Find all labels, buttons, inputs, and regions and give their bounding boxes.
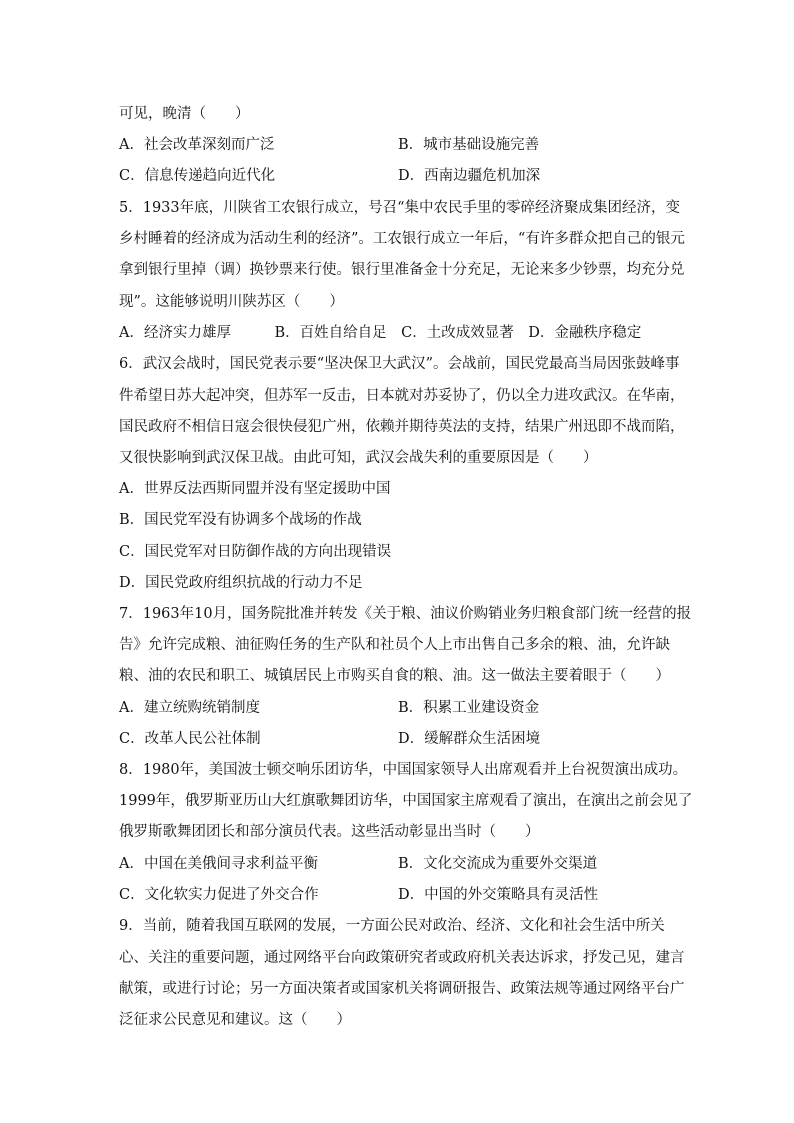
q5-stem-line: 5．1933年底，川陕省工农银行成立，号召“集中农民手里的零碎经济聚成集团经济，变 [119, 200, 681, 216]
q6-stem-line: 国民政府不相信日寇会很快侵犯广州，依赖并期待英法的支持，结果广州迅即不战而陷， [119, 419, 685, 435]
q5-stem-line: 现”。这能够说明川陕苏区（ ） [119, 294, 344, 310]
q6-option-b: B．国民党军没有协调多个战场的作战 [119, 512, 362, 528]
q4-option-c: C．信息传递趋向近代化 [119, 168, 276, 184]
q7-option-a: A．建立统购统销制度 [119, 700, 260, 716]
q4-option-a: A．社会改革深刻而广泛 [119, 137, 275, 153]
q9-stem-line: 9．当前，随着我国互联网的发展，一方面公民对政治、经济、文化和社会生活中所关 [119, 918, 665, 934]
q9-stem-line: 心、关注的重要问题，通过网络平台向政策研究者或政府机关表达诉求，抒发己见，建言 [119, 950, 685, 966]
q4-option-d: D．西南边疆危机加深 [398, 168, 541, 184]
q7-option-b: B．积累工业建设资金 [398, 700, 540, 716]
q6-stem-line: 件希望日苏大起冲突，但苏军一反击，日本就对苏妥协了，仍以全力进攻武汉。在华南， [119, 388, 685, 404]
q7-stem-line: 粮、油的农民和职工、城镇居民上市购买自食的粮、油。这一做法主要着眼于（ ） [119, 668, 670, 684]
q8-option-b: B．文化交流成为重要外交渠道 [398, 856, 598, 872]
q6-option-a: A．世界反法西斯同盟并没有坚定援助中国 [119, 481, 391, 497]
q6-option-c: C．国民党军对日防御作战的方向出现错误 [119, 544, 392, 560]
q6-option-d: D．国民党政府组织抗战的行动力不足 [119, 575, 363, 591]
q7-stem-line: 告》允许完成粮、油征购任务的生产队和社员个人上市出售自己多余的粮、油，允许缺 [119, 637, 670, 653]
q4-stem-tail: 可见，晚清（ ） [119, 106, 250, 122]
q7-stem-line: 7．1963年10月，国务院批准并转发《关于粮、油议价购销业务归粮食部门统一经营的报 [119, 606, 692, 622]
q6-stem-line: 又很快影响到武汉保卫战。由此可知，武汉会战失利的重要原因是（ ） [119, 450, 598, 466]
q9-stem-line: 献策，或进行讨论；另一方面决策者或国家机关将调研报告、政策法规等通过网络平台广 [119, 981, 685, 997]
q8-stem-line: 俄罗斯歌舞团团长和部分演员代表。这些活动彰显出当时（ ） [119, 824, 540, 840]
q5-stem-line: 乡村睡着的经济成为活动生利的经济”。工农银行成立一年后，“有许多群众把自己的银元 [119, 231, 685, 247]
q8-option-c: C．文化软实力促进了外交合作 [119, 887, 319, 903]
q9-stem-line: 泛征求公民意见和建议。这（ ） [119, 1012, 351, 1028]
q8-option-a: A．中国在美俄间寻求利益平衡 [119, 856, 318, 872]
q8-stem-line: 1999年，俄罗斯亚历山大红旗歌舞团访华，中国国家主席观看了演出，在演出之前会见了 [119, 793, 693, 809]
q8-option-d: D．中国的外交策略具有灵活性 [398, 887, 599, 903]
q8-stem-line: 8．1980年，美国波士顿交响乐团访华，中国国家领导人出席观看并上台祝贺演出成功。 [119, 762, 688, 778]
q5-options: A．经济实力雄厚 B．百姓自给自足 C．土改成效显著 D．金融秩序稳定 [119, 325, 642, 341]
q4-option-b: B．城市基础设施完善 [398, 137, 540, 153]
q5-stem-line: 拿到银行里掉（调）换钞票来行使。银行里准备金十分充足，无论来多少钞票，均充分兑 [119, 262, 685, 278]
q7-option-d: D．缓解群众生活困境 [398, 731, 541, 747]
q7-option-c: C．改革人民公社体制 [119, 731, 261, 747]
q6-stem-line: 6．武汉会战时，国民党表示要“坚决保卫大武汉”。会战前，国民党最高当局因张鼓峰事 [119, 356, 680, 372]
